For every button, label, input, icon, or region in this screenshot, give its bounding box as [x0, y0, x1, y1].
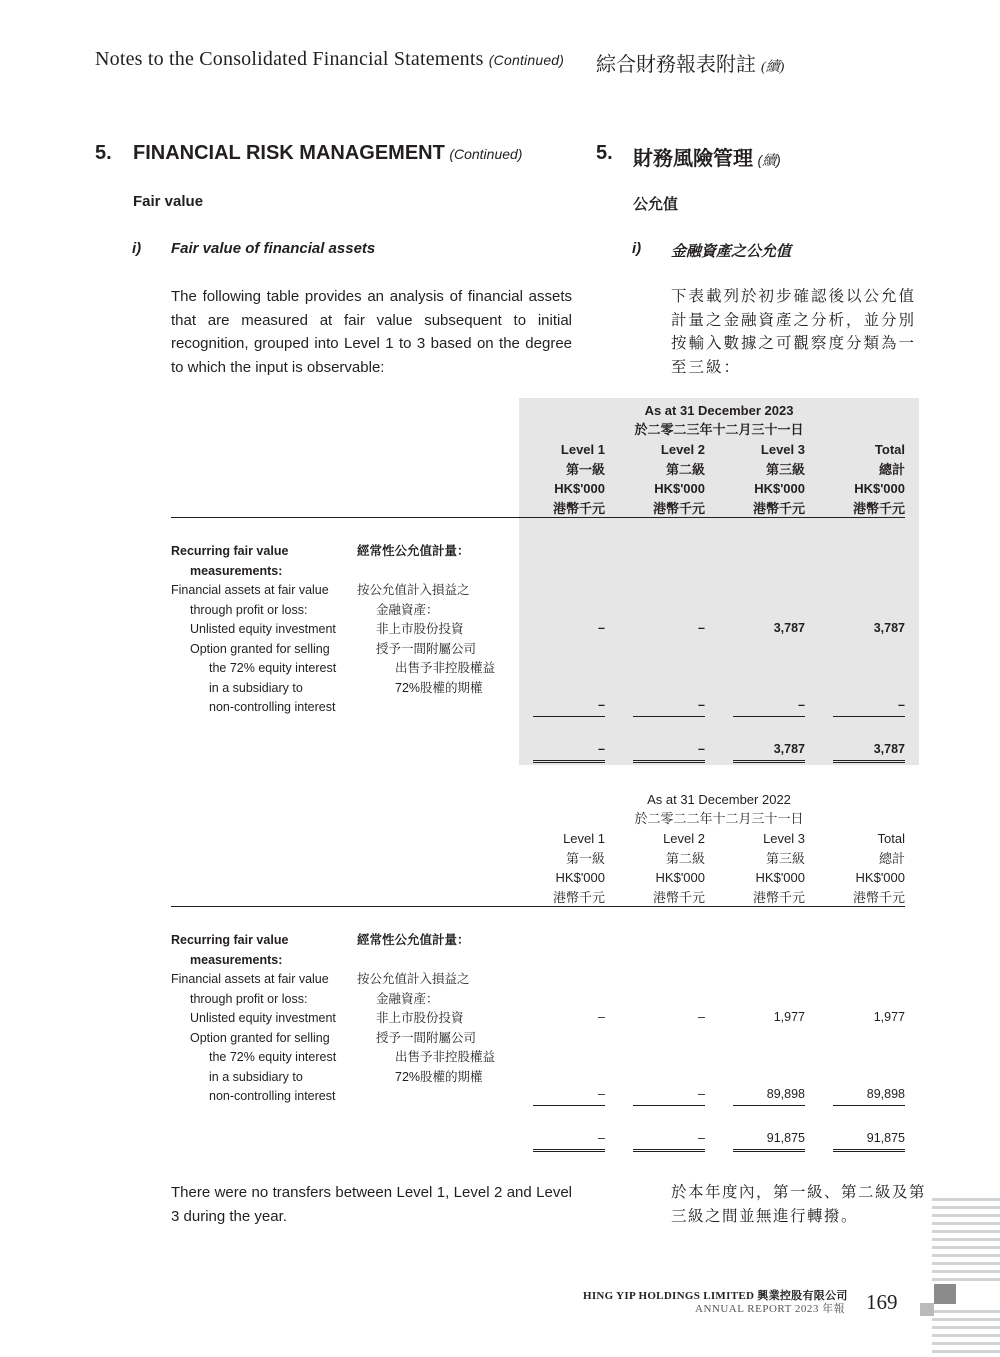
col-unit-en: HK$'000	[555, 870, 605, 885]
table-2022-header-rule	[171, 906, 905, 907]
intro-cn-line: 計量之金融資產之分析，並分別	[671, 311, 917, 329]
table-2023-total-level3: 3,787	[773, 742, 805, 756]
table-2023-row-labels-cn	[357, 542, 517, 698]
table-2022-total-double-rule	[733, 1149, 805, 1152]
footer-report-cn: 年報	[822, 1303, 846, 1315]
row-label: measurements:	[190, 563, 283, 578]
col-label-en: Level 1	[563, 831, 605, 846]
col-unit-en: HK$'000	[854, 481, 905, 496]
col-label-cn: 總計	[878, 461, 905, 477]
table-2023-total-double-rule	[533, 760, 605, 763]
table-2022-option-total: 89,898	[866, 1087, 905, 1101]
table-2022-total-total: 91,875	[866, 1131, 905, 1145]
row-label: through profit or loss:	[190, 991, 308, 1006]
row-label: non-controlling interest	[209, 700, 336, 714]
col-unit-en: HK$'000	[654, 481, 705, 496]
col-unit-en: HK$'000	[754, 481, 805, 496]
table-2022-total-level1: –	[598, 1131, 605, 1145]
row-label: 出售予非控股權益	[395, 661, 496, 675]
table-2022-row-labels-cn	[357, 931, 517, 1087]
col-unit-en: HK$'000	[855, 870, 905, 885]
table-2022-unlisted-level3: 1,977	[773, 1010, 805, 1024]
table-2022-col-header-level2	[615, 829, 705, 907]
section-continued-en: (Continued)	[449, 146, 523, 162]
table-2023-col-header-total	[815, 440, 905, 518]
stripe	[932, 1206, 1000, 1209]
table-2022-option-level2: –	[698, 1087, 705, 1101]
table-2023-option-total: –	[898, 698, 905, 712]
col-label-en: Level 3	[763, 831, 805, 846]
table-2022-col-header-level1	[515, 829, 605, 907]
table-2022-subtotal-rule	[633, 1105, 705, 1106]
col-unit-en: HK$'000	[554, 481, 605, 496]
table-2022-total-level3: 91,875	[766, 1131, 805, 1145]
stripe	[932, 1326, 1000, 1329]
section-number-cn: 5.	[596, 142, 613, 164]
row-label: 非上市股份投資	[376, 1011, 464, 1025]
table-2023-unlisted-level3: 3,787	[773, 621, 805, 635]
row-label: in a subsidiary to	[209, 680, 303, 695]
table-2022-col-header-total	[815, 829, 905, 907]
row-label: 金融資產：	[376, 991, 439, 1006]
row-label: in a subsidiary to	[209, 1069, 303, 1084]
stripe	[932, 1278, 1000, 1281]
subsection-number-en: i)	[132, 240, 142, 257]
col-label-cn: 第三級	[765, 850, 805, 866]
table-2023-total-double-rule	[833, 760, 905, 763]
row-label: through profit or loss:	[190, 602, 308, 617]
footer-report-en: ANNUAL REPORT 2023	[695, 1303, 819, 1315]
running-header-continued-cn: (續)	[761, 60, 785, 75]
row-label: Financial assets at fair value	[171, 972, 329, 986]
table-2023-row-labels-en	[171, 542, 361, 718]
section-title-cn	[633, 142, 781, 171]
intro-paragraph-cn	[671, 285, 916, 379]
col-unit-en: HK$'000	[755, 870, 805, 885]
row-label: 金融資產：	[376, 602, 439, 617]
table-2023-date-en: As at 31 December 2023	[644, 403, 794, 418]
col-label-cn: 第一級	[565, 850, 605, 866]
col-label-cn: 第二級	[665, 461, 705, 477]
row-label: Option granted for selling	[190, 1030, 330, 1045]
row-label: 經常性公允值計量：	[357, 933, 470, 947]
table-2022-total-double-rule	[833, 1149, 905, 1152]
col-label-en: Total	[874, 442, 905, 457]
table-2022-col-header-level3	[715, 829, 805, 907]
table-2022-unlisted-level2: –	[698, 1010, 705, 1024]
row-label: 按公允值計入損益之	[357, 583, 470, 597]
table-2022-date-cn: 於二零二二年十二月三十一日	[634, 811, 804, 826]
intro-cn-line: 至三級：	[671, 358, 742, 376]
row-label: non-controlling interest	[209, 1089, 336, 1103]
table-2023-total-double-rule	[633, 760, 705, 763]
footer-company-en: HING YIP HOLDINGS LIMITED	[583, 1290, 755, 1302]
row-label: 出售予非控股權益	[395, 1050, 496, 1064]
table-2022-total-double-rule	[533, 1149, 605, 1152]
table-2023-col-header-level3	[715, 440, 805, 518]
subsection-title-en: Fair value of financial assets	[171, 240, 376, 257]
table-2022-unlisted-level1: –	[598, 1010, 605, 1024]
row-label: Unlisted equity investment	[190, 622, 336, 636]
subsection-title-cn: 金融資產之公允值	[671, 243, 792, 260]
stripe	[932, 1222, 1000, 1225]
section-continued-cn: (續)	[757, 152, 781, 168]
table-2023-total-level1: –	[598, 742, 605, 756]
table-2022-row-labels-en	[171, 931, 361, 1107]
table-2023-unlisted-level1: –	[598, 621, 605, 635]
col-unit-cn: 港幣千元	[752, 889, 805, 905]
intro-cn-line: 下表載列於初步確認後以公允值	[671, 288, 917, 305]
section-title-cn-text: 財務風險管理	[633, 148, 753, 170]
table-2022-unlisted-total: 1,977	[873, 1010, 905, 1024]
table-2022-option-level3: 89,898	[766, 1087, 805, 1101]
running-header-continued-en: (Continued)	[488, 52, 565, 68]
table-2023-subtotal-rule	[833, 716, 905, 717]
table-2022-subtotal-rule	[533, 1105, 605, 1106]
running-header-cn	[596, 48, 784, 77]
table-2023-subtotal-rule	[633, 716, 705, 717]
running-header-title-en: Notes to the Consolidated Financial Statements	[95, 48, 484, 70]
row-label: Recurring fair value	[171, 933, 289, 947]
table-2022-option-level1: –	[598, 1087, 605, 1101]
table-2022-subtotal-rule	[733, 1105, 805, 1106]
col-unit-en: HK$'000	[655, 870, 705, 885]
closing-cn-line: 三級之間並無進行轉撥。	[671, 1207, 859, 1225]
table-2023-unlisted-level2: –	[698, 621, 705, 635]
running-header-title-cn: 綜合財務報表附註	[596, 54, 756, 76]
section-title-en	[133, 142, 522, 165]
stripe	[932, 1246, 1000, 1249]
table-2023-subtotal-rule	[533, 716, 605, 717]
col-label-en: Level 2	[663, 831, 705, 846]
table-2023-unlisted-total: 3,787	[873, 621, 905, 635]
footer-report	[695, 1300, 845, 1316]
subsection-number-cn: i)	[632, 240, 642, 257]
table-2022-total-level2: –	[698, 1131, 705, 1145]
col-label-cn: 總計	[878, 850, 905, 866]
col-unit-cn: 港幣千元	[552, 500, 605, 516]
col-label-en: Level 2	[660, 442, 705, 457]
col-unit-cn: 港幣千元	[752, 500, 805, 516]
row-label: Option granted for selling	[190, 641, 330, 656]
table-2022-total-double-rule	[633, 1149, 705, 1152]
page-number: 169	[866, 1290, 898, 1314]
table-2023-option-level2: –	[698, 698, 705, 712]
table-2023-date-cn: 於二零二三年十二月三十一日	[634, 422, 804, 437]
fair-value-heading-en: Fair value	[133, 193, 204, 210]
row-label: Unlisted equity investment	[190, 1011, 336, 1025]
row-label: Recurring fair value	[171, 544, 289, 558]
section-title-en-text: FINANCIAL RISK MANAGEMENT	[133, 142, 445, 164]
table-2023-total-double-rule	[733, 760, 805, 763]
stripe	[932, 1198, 1000, 1201]
table-2023-col-header-level2	[615, 440, 705, 518]
col-unit-cn: 港幣千元	[552, 889, 605, 905]
stripe	[932, 1310, 1000, 1313]
stripe	[932, 1270, 1000, 1273]
running-header-en	[95, 48, 564, 71]
table-2022-date-en: As at 31 December 2022	[647, 792, 791, 807]
col-label-cn: 第三級	[765, 461, 805, 477]
intro-cn-line: 按輸入數據之可觀察度分類為一	[671, 335, 917, 352]
table-2022-subtotal-rule	[833, 1105, 905, 1106]
stripe	[932, 1334, 1000, 1337]
row-label: Financial assets at fair value	[171, 583, 329, 597]
decorative-square-small	[920, 1303, 934, 1316]
table-2023-total-level2: –	[698, 742, 705, 756]
col-label-cn: 第一級	[565, 461, 605, 477]
section-number-en: 5.	[95, 142, 112, 164]
fair-value-heading-cn: 公允值	[633, 196, 679, 213]
stripe	[932, 1318, 1000, 1321]
closing-note-cn	[671, 1181, 926, 1228]
table-2023-header-rule	[171, 517, 905, 518]
footer-company-cn: 興業控股有限公司	[757, 1290, 848, 1302]
row-label: 授予一間附屬公司	[376, 641, 477, 656]
row-label: the 72% equity interest	[209, 1050, 337, 1064]
col-unit-cn: 港幣千元	[652, 500, 705, 516]
stripe	[932, 1262, 1000, 1265]
row-label: 72%股權的期權	[395, 680, 483, 695]
row-label: 授予一間附屬公司	[376, 1030, 477, 1045]
row-label: the 72% equity interest	[209, 661, 337, 675]
table-2023-option-level1: –	[598, 698, 605, 712]
table-2023-col-header-level1	[515, 440, 605, 518]
col-label-en: Level 1	[560, 442, 605, 457]
stripe	[932, 1342, 1000, 1345]
table-2023-subtotal-rule	[733, 716, 805, 717]
row-label: measurements:	[190, 952, 283, 967]
row-label: 按公允值計入損益之	[357, 972, 470, 986]
col-unit-cn: 港幣千元	[652, 889, 705, 905]
closing-note-en: There were no transfers between Level 1, Level 2 and Level 3 during the year.	[171, 1184, 572, 1225]
col-label-en: Total	[877, 831, 905, 846]
col-unit-cn: 港幣千元	[852, 889, 905, 905]
row-label: 經常性公允值計量：	[357, 544, 470, 558]
closing-cn-line: 於本年度內，第一級、第二級及第	[671, 1184, 927, 1201]
decorative-square	[934, 1284, 956, 1304]
stripe	[932, 1238, 1000, 1241]
table-2023-total-total: 3,787	[873, 742, 905, 756]
row-label: 非上市股份投資	[376, 622, 464, 636]
stripe	[932, 1254, 1000, 1257]
stripe	[932, 1230, 1000, 1233]
table-2023-option-level3: –	[798, 698, 805, 712]
stripe	[932, 1350, 1000, 1353]
stripe	[932, 1214, 1000, 1217]
intro-paragraph-en: The following table provides an analysis of financial assets that are measured at fair value subsequent to initial recognition, grouped into Level 1 to 3 based on the degree to which the input is observable:	[171, 288, 572, 376]
col-label-en: Level 3	[760, 442, 805, 457]
row-label: 72%股權的期權	[395, 1069, 483, 1084]
col-unit-cn: 港幣千元	[852, 500, 905, 516]
col-label-cn: 第二級	[665, 850, 705, 866]
